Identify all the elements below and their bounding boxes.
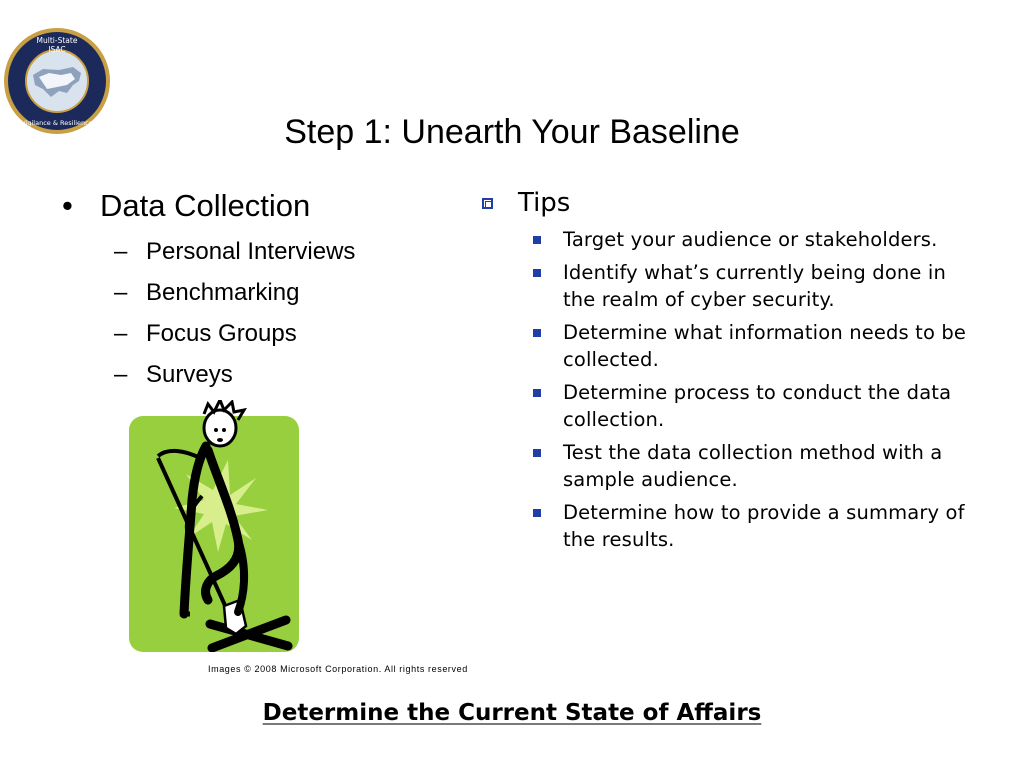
square-bullet-icon (533, 449, 541, 457)
square-bullet-icon (533, 236, 541, 244)
list-item: – Surveys (114, 361, 233, 388)
slide-title: Step 1: Unearth Your Baseline (284, 113, 740, 151)
svg-text:Vigilance & Resilience: Vigilance & Resilience (21, 119, 93, 127)
bullet-dot: • (62, 188, 73, 223)
square-bullet-icon (533, 389, 541, 397)
square-bullet-icon (533, 329, 541, 337)
list-item: Determine process to conduct the data collection. (480, 379, 983, 433)
list-item: Determine what information needs to be collected. (480, 319, 983, 373)
list-item: Test the data collection method with a sample audience. (480, 439, 983, 493)
image-credit: Images © 2008 Microsoft Corporation. All rights reserved (208, 664, 468, 674)
square-bullet-icon (533, 509, 541, 517)
list-item: – Benchmarking (114, 279, 300, 306)
list-item: Identify what’s currently being done in the realm of cyber security. (480, 259, 983, 313)
data-collection-heading: • Data Collection (62, 186, 462, 226)
footer-caption: Determine the Current State of Affairs (262, 700, 762, 726)
square-bullet-icon (533, 269, 541, 277)
list-item: – Personal Interviews (114, 238, 356, 265)
list-item: Target your audience or stakeholders. (480, 226, 983, 253)
tips-list-section (480, 186, 1000, 553)
digging-man-clipart (128, 400, 300, 652)
svg-text:ISAC: ISAC (48, 45, 66, 54)
list-item: Determine how to provide a summary of the results. (480, 499, 983, 553)
hollow-square-bullet-icon (482, 198, 493, 209)
data-collection-list (62, 186, 462, 390)
list-item: – Focus Groups (114, 320, 297, 347)
svg-text:Multi-State: Multi-State (36, 36, 78, 45)
tips-heading: Tips (480, 186, 1000, 220)
